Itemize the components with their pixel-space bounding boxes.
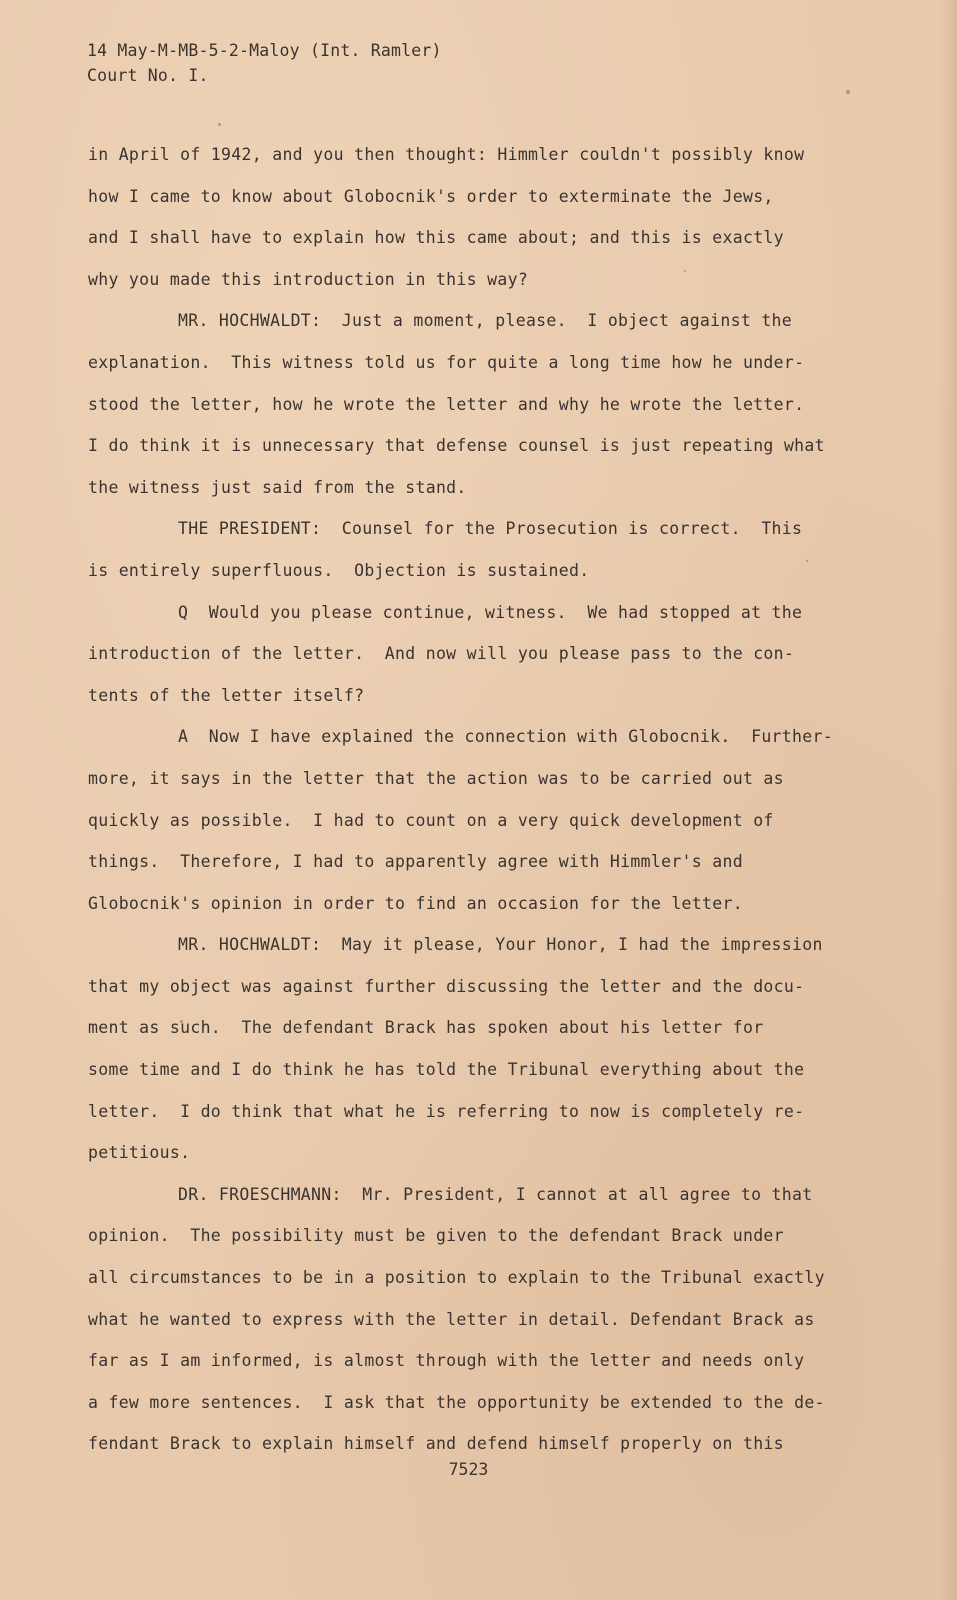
paragraph-first-line: MR. HOCHWALDT: Just a moment, please. I object against the [178, 311, 793, 331]
document-header [87, 38, 442, 88]
text-line: all circumstances to be in a position to explain to the Tribunal exactly [88, 1268, 825, 1288]
text-line: the witness just said from the stand. [88, 477, 467, 497]
paragraph-first-line: A Now I have explained the connection with Globocnik. Further- [178, 727, 833, 747]
page-edge-shadow [939, 0, 957, 1600]
text-line: things. Therefore, I had to apparently agree with Himmler's and [88, 852, 743, 872]
text-line: and I shall have to explain how this came about; and this is exactly [88, 228, 784, 248]
text-line: why you made this introduction in this way? [88, 269, 529, 289]
paragraph-first-line: Q Would you please continue, witness. We had stopped at the [178, 602, 803, 622]
text-line: how I came to know about Globocnik's order to exterminate the Jews, [88, 186, 774, 206]
paper-speck [684, 270, 686, 272]
text-line: more, it says in the letter that the action was to be carried out as [88, 768, 784, 788]
text-line: far as I am informed, is almost through with the letter and needs only [88, 1351, 805, 1371]
text-line: stood the letter, how he wrote the letter and why he wrote the letter. [88, 394, 805, 414]
text-line: opinion. The possibility must be given to the defendant Brack under [88, 1226, 784, 1246]
text-line: letter. I do think that what he is referring to now is completely re- [88, 1101, 805, 1121]
text-line: Globocnik's opinion in order to find an occasion for the letter. [88, 893, 743, 913]
text-line: fendant Brack to explain himself and defend himself properly on this [88, 1434, 784, 1454]
paragraph-first-line: DR. FROESCHMANN: Mr. President, I cannot at all agree to that [178, 1184, 813, 1204]
paper-speck [846, 90, 850, 94]
text-line: what he wanted to express with the letter in detail. Defendant Brack as [88, 1309, 815, 1329]
text-line: introduction of the letter. And now will you please pass to the con- [88, 644, 795, 664]
transcript-body [88, 134, 848, 1465]
text-line: that my object was against further discussing the letter and the docu- [88, 976, 805, 996]
text-line: explanation. This witness told us for quite a long time how he under- [88, 352, 805, 372]
header-session-line: 14 May-M-MB-5-2-Maloy (Int. Ramler) [87, 41, 442, 60]
text-line: tents of the letter itself? [88, 685, 365, 705]
paragraph-first-line: THE PRESIDENT: Counsel for the Prosecution is correct. This [178, 519, 803, 539]
text-line: petitious. [88, 1143, 191, 1163]
page-number: 7523 [448, 1460, 489, 1479]
text-line: is entirely superfluous. Objection is sustained. [88, 560, 590, 580]
paragraph-first-line: MR. HOCHWALDT: May it please, Your Honor, I had the impression [178, 935, 823, 955]
text-line: a few more sentences. I ask that the opportunity be extended to the de- [88, 1392, 825, 1412]
paper-speck [806, 560, 808, 562]
header-court-line: Court No. I. [87, 66, 209, 85]
text-line: in April of 1942, and you then thought: Himmler couldn't possibly know [88, 145, 805, 164]
text-line: some time and I do think he has told the Tribunal everything about the [88, 1060, 805, 1080]
text-line: I do think it is unnecessary that defense counsel is just repeating what [88, 436, 825, 456]
paper-speck [218, 123, 221, 126]
text-line: quickly as possible. I had to count on a very quick development of [88, 810, 774, 830]
paper-speck [180, 1020, 183, 1023]
text-line: ment as such. The defendant Brack has spoken about his letter for [88, 1018, 764, 1038]
